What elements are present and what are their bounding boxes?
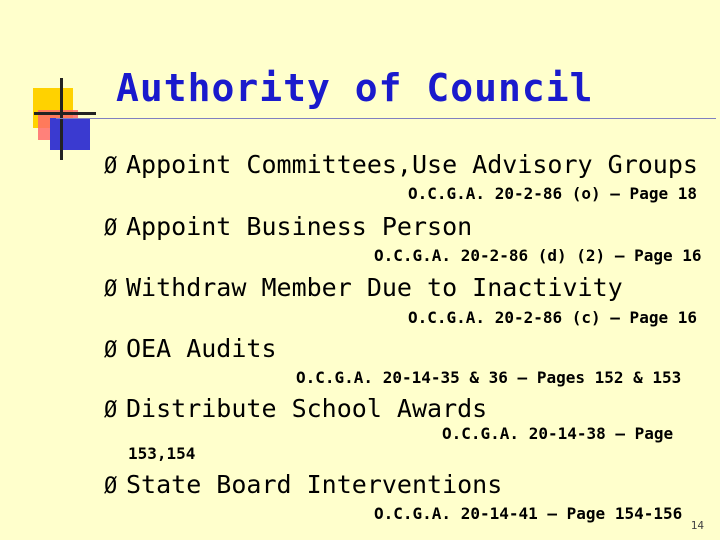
bullet-arrow-icon: Ø: [104, 398, 118, 423]
citation: O.C.G.A. 20-2-86 (c) – Page 16: [408, 308, 697, 327]
bullet-label: State Board Interventions: [126, 470, 503, 499]
slide-title: Authority of Council: [116, 66, 594, 110]
bullet-label: Withdraw Member Due to Inactivity: [126, 273, 623, 302]
bullet-label: Appoint Business Person: [126, 212, 473, 241]
bullet-item: [104, 334, 277, 363]
decorative-logo: [0, 0, 110, 170]
title-divider: [56, 118, 716, 119]
bullet-item: [104, 470, 502, 499]
bullet-arrow-icon: Ø: [104, 338, 118, 363]
citation: O.C.G.A. 20-14-41 – Page 154-156: [374, 504, 683, 523]
logo-blue-square: [50, 118, 90, 150]
logo-horizontal-line: [34, 112, 96, 115]
bullet-item: [104, 394, 487, 423]
bullet-arrow-icon: Ø: [104, 154, 118, 179]
citation: O.C.G.A. 20-2-86 (o) – Page 18: [408, 184, 697, 203]
bullet-arrow-icon: Ø: [104, 277, 118, 302]
bullet-arrow-icon: Ø: [104, 216, 118, 241]
citation: O.C.G.A. 20-2-86 (d) (2) – Page 16: [374, 246, 702, 265]
page-number: 14: [690, 519, 704, 532]
citation: O.C.G.A. 20-14-38 – Page: [442, 424, 674, 443]
bullet-label: Distribute School Awards: [126, 394, 488, 423]
bullet-item: [104, 273, 623, 302]
bullet-arrow-icon: Ø: [104, 474, 118, 499]
logo-vertical-line: [60, 78, 63, 160]
bullet-item: [104, 212, 472, 241]
bullet-label: OEA Audits: [126, 334, 277, 363]
citation: O.C.G.A. 20-14-35 & 36 – Pages 152 & 153: [296, 368, 682, 387]
bullet-label: Appoint Committees,Use Advisory Groups: [126, 150, 698, 179]
citation-continued: 153,154: [128, 444, 196, 463]
bullet-item: [104, 150, 698, 179]
